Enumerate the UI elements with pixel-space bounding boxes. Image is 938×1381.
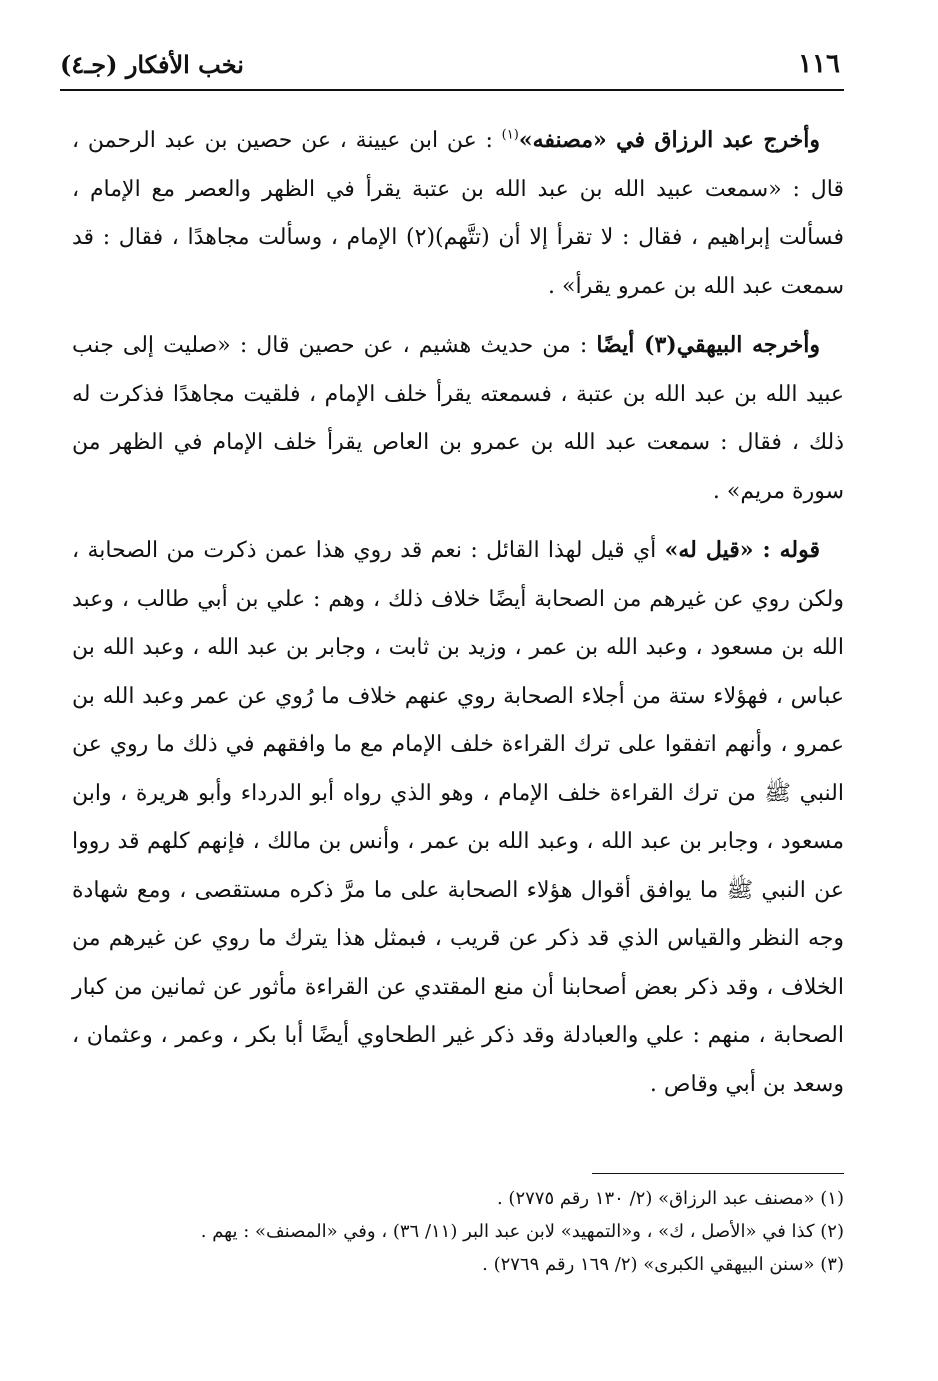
main-text	[72, 116, 844, 1119]
paragraph	[72, 116, 844, 311]
page-number: ١١٦	[798, 49, 840, 79]
page-header	[60, 42, 840, 86]
paragraph	[72, 526, 844, 1109]
footnote: (٢) كذا في «الأصل ، ك» ، و«التمهيد» لابن عبد البر (١١/ ٣٦) ، وفي «المصنف» : يهم .	[200, 1221, 844, 1242]
footnote: (٣) «سنن البيهقي الكبرى» (٢/ ١٦٩ رقم ٢٧٦٩) .	[482, 1254, 844, 1275]
paragraph-text: : من حديث هشيم ، عن حصين قال : «صليت إلى جنب عبيد الله بن عبد الله بن عتبة ، فسمعته يقرأ خلف الإمام ، فلقيت مجاهدًا فذكرت له ذلك ، فقال : سمعت عبد الله بن عمرو بن العاص يقرأ خلف الإمام في الظهر من سورة مريم» .	[72, 333, 844, 504]
footnote: (١) «مصنف عبد الرزاق» (٢/ ١٣٠ رقم ٢٧٧٥) .	[496, 1188, 844, 1209]
paragraph-lead: وأخرج عبد الرزاق في «مصنفه»	[518, 127, 820, 153]
footnote-ref: (١)	[501, 127, 519, 143]
paragraph	[72, 321, 844, 516]
paragraph-text: أي قيل لهذا القائل : نعم قد روي هذا عمن ذكرت من الصحابة ، ولكن روي عن غيرهم من الصحابة أيضًا خلاف ذلك ، وهم : علي بن أبي طالب ، وعبد الله بن مسعود ، وعبد الله بن عمر ، وزيد بن ثابت ، وجابر بن عبد الله ، وعبد الله بن عباس ، فهؤلاء ستة من أجلاء الصحابة روي عنهم خلاف ما رُوي عن عمر وعبد الله بن عمرو ، وأنهم اتفقوا على ترك القراءة خلف الإمام مع ما وافقهم في ذلك ما روي عن النبي ﷺ من ترك القراءة خلف الإمام ، وهو الذي رواه أبو الدرداء وأبو هريرة ، وابن مسعود ، وجابر بن عبد الله ، وعبد الله بن عمر ، وأنس بن مالك ، فإنهم كلهم قد رووا عن النبي ﷺ ما يوافق أقوال هؤلاء الصحابة على ما مرَّ ذكره مستقصى ، ومع شهادة وجه النظر والقياس الذي قد ذكر عن قريب ، فبمثل هذا يترك ما روي عن غيرهم من الخلاف ، وقد ذكر بعض أصحابنا أن منع المقتدي عن القراءة مأثور عن ثمانين من كبار الصحابة ، منهم : علي والعبادلة وقد ذكر غير الطحاوي أيضًا أبا بكر ، وعمر ، وعثمان ، وسعد بن أبي وقاص .	[72, 538, 844, 1097]
header-rule	[60, 89, 844, 91]
footnotes	[100, 1182, 844, 1281]
paragraph-lead: قوله : «قيل له»	[664, 537, 821, 563]
footnote-rule	[592, 1173, 844, 1174]
paragraph-text: : عن ابن عيينة ، عن حصين بن عبد الرحمن ، قال : «سمعت عبيد الله بن عبد الله بن عتبة يقرأ في الظهر والعصر مع الإمام ، فسألت إبراهيم ، فقال : لا تقرأ إلا أن (تتَّهم)(٢) الإمام ، وسألت مجاهدًا ، فقال : قد سمعت عبد الله بن عمرو يقرأ» .	[72, 128, 844, 299]
paragraph-lead: وأخرجه البيهقي(٣) أيضًا	[596, 332, 820, 358]
book-title: نخب الأفكار (جـ٤)	[60, 49, 244, 79]
